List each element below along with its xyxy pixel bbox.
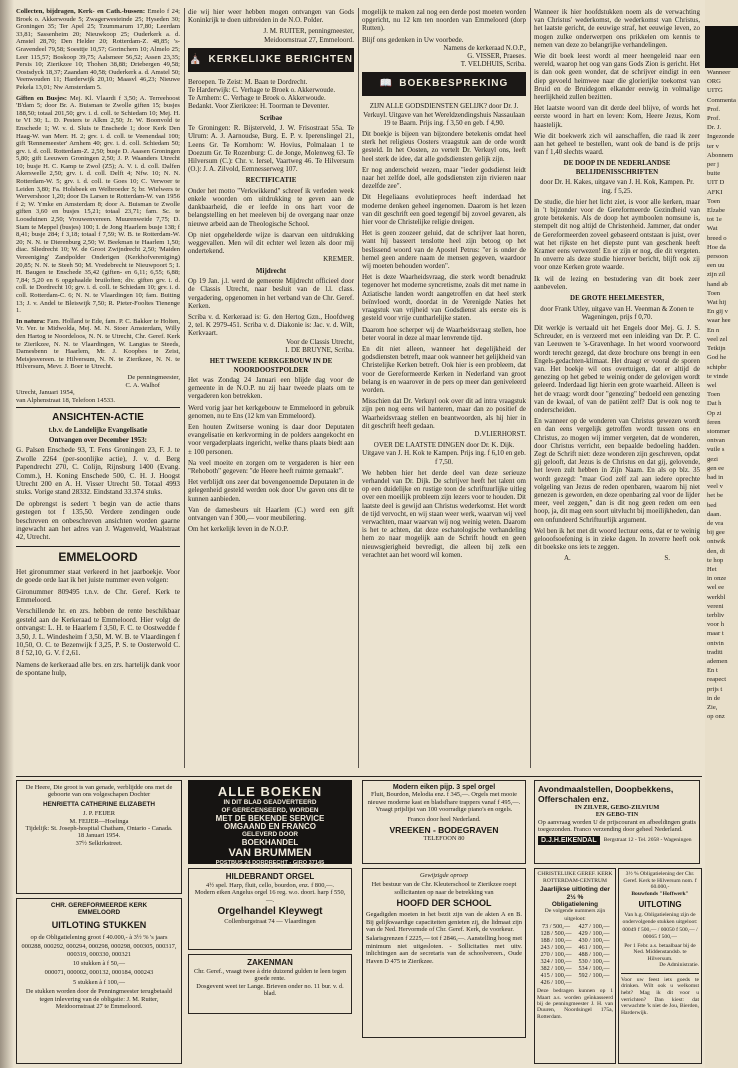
table-cell: 243 / 100,— [540,944,572,952]
col3-top-text2: Blijf ons gedenken in Uw voorbede. [362,35,464,44]
rott-title: Jaarlijkse uitloting der 2½ % [540,886,610,901]
beroepen: Beroepen. Te Zeist: M. Baan te Dordrecht. [188,77,308,86]
table-cell: 461 / 100,— [578,944,610,952]
boeken-l7: BOEKHANDEL [241,838,299,847]
edge-fragment: Ingezonde [707,133,735,141]
collecten-text: Emelo f 24; Broek o. Akkerwoude 5; Zwagerwesteinde 25; Hyseden 30; Groningen 35; Ter Apel 25; Tzummarum 17,80; Leerdam 33,81; Sassenheim 20; Nieuwkoop 25; Ouderkerk a. d. Amstel 28,70; Den Helder 20; Rotterdam-Z. 48,85; 's-Gravendeel 79,58; Soesttje 10,57; Gorinchem 10; Almelo 25; Leer 115,57; Boskoop 39,75; Aalsmeer 56,52; Assen 23,35; Persis 10; Zierikzee 10; Thohen 38,88; Driebergen 49,58; Oostsdyck 18,37; Zaandam 40,58; Ouderkerk a. d. Amstel 50; Veenwouden 11; Harderwijk 20,10; Maasvl 46,23; Nieuwe Pekela 13,01; Nw Amsterdam 5. [16,8,180,91]
hilv-sign: De Administratie. [659,962,699,969]
mijd-sign2: I. DE BRUYNE, Scriba. [285,345,354,354]
table-cell: 430 / 100,— [578,937,610,945]
book1-text: Dit boekje is bijeen van bijzondere betekenis omdat heel sterk het religieus Oosters vraagstuk aan de orde wordt gesteld. In het Oosten, zo vertelt Dr. Verkuyl ons, leeft heel sterk de idee, dat alle godsdiensten gelijk zijn. [362,130,526,163]
column-3 [362,8,526,776]
rect-head: RECTIFICATIE [245,176,297,185]
edge-fragment: Het [707,565,717,573]
book1-text2: Er nog anderscheid wezen, maar "ieder godsdienst leidt naar het zelfde doel, alle godsdiensten zijn rivieren naar dezelfde zee". [362,165,526,191]
boeken-l9: POSTBUS 24 DORDRECHT - GIRO 37145 [215,860,325,866]
table-row [537,965,613,972]
book1-text8: Misschien dat Dr. Verkuyl ook over dit ad intra vraagstuk zijn pen nog eens wil hanteren, maar dan zo positief de Waarheidsvraag stellen en beantwoorden, als hij hier in dit geschrift heeft gedaan. [362,397,526,430]
book1-sign: D.VLIERHORST. [474,429,526,438]
col4-top-text2: Wie dit boek leest wordt al meer heengeleid naar een wereld, waarop het oog van gans Gods Zion is gericht. Het is dan ook geen wonder, dat de schrijver eindigt in een diep gevoeld heimwee naar die glorierijke toekomst van Bruid en de Bruidegom elkander eeuwig in volmalige heerlijkheid zullen bezitten. [534,52,700,102]
hilv-sub: Bouwfonds "Hoffwerk" [631,890,689,897]
rotterdam-uitloting [534,868,616,1064]
edge-fragment: ontwik [707,538,726,546]
edge-fragment: En n [707,326,720,334]
table-cell: 488 / 100,— [578,951,610,959]
table-row [537,944,613,951]
edge-fragment: wel ee [707,584,725,592]
edge-fragment: ontvin [707,639,724,647]
edge-fragment: Prof. [707,105,721,113]
edge-fragment: op onz [707,713,725,721]
edge-fragment: ademen [707,658,728,665]
rott-sub2: De volgende nummers zijn uitgeloot: [544,908,606,922]
book4-text2: En wanneer op de wonderen van Christus gewezen wordt en dan eens vergelijk getroffen wordt tussen ons en Christus, zo mogen wij immer vergeten, dat de wonderen, door Christus verricht, een bepaalde bedoeling hadden. Zegt de Schrift niet: deze wonderen zijn geschreven, opdat gij gelooft, dat Jezus is de Christus en dat gij, gelovende, het leven zult hebben in Zijn Naam. En als op blz. 35 wordt gezegd: "maar God zelf zal aan iedere oprechte volgeling van Jezus de reden openbaren, waarom hij niet genezen is geworden, en deze openbaring zal voor de lijder meer, veel zeggen," dan is dit nog geen reden om een hoop, ja, dit mag een soort uitvlucht bij moeilijkheden, dan een onfundeerd Schriftuurlijk argument. [534,417,700,524]
book1-text4: Het is geen zoozeer geluid, dat de schrijver laat horen, want hij basseert tenslotte heel zijn betoog op het beslissend woord van de Apostel Petrus: "er is onder de hemel geen andere naam de mensen gegeven, waardoor wij moeten behouden worden". [362,229,526,271]
edge-fragment: het be [707,492,723,500]
uitloting-sub2: 10 stukken à f 50,— [72,960,125,968]
zakenman-text2: Dosgevent weet ter Lange. Brieven onder no. 11 bur. v. d. blad. [196,982,344,998]
column-1 [16,8,180,778]
mijd-text: Op 19 Jan. j.l. werd de gemeente Mijdrecht officieel door de Classis Utrecht, naar besluit van de l.l. class. vergadering, opgenomen in het verband van de Chr. Geref. Kerken. [188,277,354,310]
book1-title: ZIJN ALLE GODSDIENSTEN GELIJK? door Dr. J. Verkuyl. Uitgave van het Wereldzendingshuis Nassaulaan 19 te Baarn. Prijs ing. f 3,50 en geb. f 4,90. [363,102,525,127]
table-cell: 128 / 500,— [540,930,572,938]
orgel-tel: TELEFOON 80 [423,835,465,843]
tweede-text5: Het verblijdt ons zeer dat bovengenoemde Deputaten in de gelegenheid gesteld werden ook door Uw gaven ons dit te kunnen aanbieden. [188,478,354,503]
mijd-head: Mijdrecht [255,266,287,275]
table-cell: 534 / 100,— [578,965,610,973]
tweede-head: HET TWEEDE KERKGEBOUW IN DE NOORDOOSTPOLDER [209,357,333,374]
edge-fragment: buite [707,170,721,178]
hilv-head: 3½ % Obligatielening der Chr. Geref. Kerk te Hilversum nom. f 60.000,- [623,871,697,891]
col4-signoff [534,554,700,562]
eikendal: D.J.H.EIKENDAL [538,836,600,845]
edge-fragment: Elzabe [707,207,725,215]
edge-fragment: ontvan [707,437,725,445]
edge-fragment: Zie, [707,704,718,712]
hilv-text2: Per 1 Febr. a.s. betaalbaar bij de Ned. Middenstandsb. te Hilversum. [624,942,696,962]
col3-sign1: Namens de kerkeraad N.O.P., [443,43,526,52]
birth-text: De Heere, Die groot is van genade, verblijdde ons met de geboorte van ons volgeschapen Dochter [25,784,173,799]
hoofd-text: Gewijzigde oproep [419,872,469,879]
orgel-title: Modern eiken pijp. 3 spel orgel [392,784,496,791]
col4-top-text4: Wie dit boekwerk zich wil aanschaffen, die raad ik zeer aan het geheel te bestellen, want ook de band is de prijs van f 1,40 slechts waard. [534,131,700,157]
table-cell: 382 / 100,— [540,965,572,973]
divider [621,973,699,974]
edge-fragment: gen ee [707,464,725,472]
column-divider [184,8,185,768]
edge-fragment: Dr. J. [707,124,722,132]
emmeloord-text3: Verschillende hr. en zrs. hebben de rente beschikbaar gesteld aan de Kerkeraad te Emmeloord. Hier volgt de ontvangst: L. H. te Haarlem f 3,50, F. C. te Oostwedde f 3,50, J. L. Windesheim f 3,50, M. W. B. te Vlaardingen f 10,50, O. C. te Bezenwijk f 3,25, P. S. te Oosterwold C. 8 f 52,10, G. V. f 2,61. [16,607,180,658]
edge-fragment: stommer [707,427,731,435]
tweede-text7: Om het kerkelijk leven in de N.O.P. [188,525,289,534]
emmeloord-text1: Het gironummer staat verkeerd in het jaarboekje. Voor de goede orde laat ik het juiste nummer even volgen: [16,567,180,585]
beroepen3: Te Arnhem: C. Verhage te Broek o. Akkerwoude. [188,94,326,103]
table-cell: 426 / 100,— [540,979,572,987]
table-cell: 188 / 100,— [540,937,572,945]
book4-head: DE GROTE HEELMEESTER, [570,294,664,303]
column-2 [188,8,354,776]
avond-sub2: EN GEBO-TIN [595,811,639,819]
edge-fragment: Tetkijn [707,345,726,353]
ansichten-text2: De opbrengst is sedert 't begin van de actie thans gestegen tot f 135,50. Verdere zendingen oude beschreven en onbeschreven ansichten worden gaarne ingewacht aan het adres van J. Wagenveld, Waalstraat 42, Utrecht. [16,499,180,542]
edge-fragment: Commenta [707,96,736,104]
book1-text3: Dit Hegeliaans evolutieproces heeft inderdaad het moderne denken geheel ingenomen. Daarom is het lezen van dit geschrift een goed tegengif bij zovoel gevaren, als hier voor de Christelijke religie dreigen. [362,193,526,227]
uitloting-nums2: 000071, 000002, 000132, 000184, 000243 [44,969,154,977]
table-cell [575,979,613,986]
table-cell: 73 / 500,— [541,923,571,931]
scriba-text: Te Groningen: R. Bijsterveld, J. W. Frisostraat 55a. Te Ulrum: A. J. Aarnoudse, Burg. E. P. v. Iperenslingel 21, Leens Gr. Te Kornhorn: W. Hovius, Polmalaan 1 te Doezum Gr. Te Rozenburg: C. de Jonge, Molenweg 63. Te Hilversum (C.): Chr. v. Iersel, Vaartweg 46. Te Hilversum (O.): J. A. Zilvold, Eemnesserweg 107. [188,124,354,174]
kerkelijke-berichten-banner [188,48,354,72]
hilv-text3: Voor uw feest iets goeds te drinken. Wilt ook u welkomst hebt? Mag ik dit voor u verrichten? Dan kiest: dat verwachtte 'k niet de Jou, Bierden, Harderwijk. [621,976,699,1016]
uitloting-head1: CHR. GEREFORMEERDE KERK [50,902,148,909]
boeken-l4: MET DE BEKENDE SERVICE [215,814,325,823]
edge-fragment: daan. [707,510,722,518]
tweede-text6: Van de damesbeurs uit Haarlem (C.) werd een gift ontvangen van f 300,— voor meubilering. [188,505,354,523]
birth-addr: Tijdelijk: St. Joseph-hospital Chatham, Ontario - Canada. [25,825,173,833]
hilde-text2: Modern eiken Angelus orgel 16 reg. w.o. doori. harp f 550,—. [194,889,346,904]
col2-top-text: die wij hier weer hebben mogen ontvangen van Gods Koninkrijk te doen uitbreiden in de N.O. Polder. [188,8,354,25]
zakenman-title: ZAKENMAN [247,958,293,967]
giften-text: Mej. Kl. Vlaardi f 3,50; A. Terreehoost 'B'dam 5; door Br. A. Buisman te Zwolle giften 15; busjes 188,50; totaal 201,50; grv. i. d. coll. te Schiedam 10; Mej. H. te VI 30; L. D. Pesters te Alkm 2,50; Jr. W. Boonvold te Enschede 1; W. v. d. Sluis te Enschede 1; door Kerk Den Haag-W. van Merr. H. 2; grv. i. d. coll. te Veenendaal 100; gift 'Rennemeester' Arnhem 40; grv. i. d. coll. Schiedam 50; grv. i. d. coll. Rotterdam-Z. 2,50; busje D. Aaasen Groningen 5,80; gift Leeuwen Groningen 2,50; J. P. Waanders Utrecht 10; busje H. C. Kamp te Zwol (Z5); A. V. i. d. coll. Dalfen Akerswelle 2,50; grv. i. d. coll. Delft 4; Nfw. 10; N. N. Rotterdam-W. 5; grv. i. d. coll. te Goes 10; C. Verwoer te Leiden 3,80; Fa. Holsbeek en Welbroeder 5; br. Wielwers te Wervershoor 1,20; door Ds Larsen te Rotterdam-W. van 1956 f 2; W. Ymke en Amsterdam 8; door A. Buisman te Zwolle giften 3,60 en busjes 15,21; totaal 23,71; fam. Sc. te Loosduinen 2,50; Vrouwenvereen. Muurenweide 7,75; D. Stam te Meppel (busjes) 100; I. de Jong Haarlem busje 138; f 8,41; busje 284; f 3,18; totaal f 7,59; W. B. te Rotterdam-W. 20; N. N. te Dierenburg 2,50; W. Beekman te Haarlem 1,50; diac. Sliedrecht 10; W. de Groot Zwijndrecht 2,50; 'Maiden Vereeniging' Zandpolder Onderigen (Kerkhofvereniging) 20,85; N. N. te Steeh 50; M. Vredebrecht te Nieuwpoort 5; I. H. Baugen te Enschede 35,42 (giften- en 6,11; 6,55; 6,88; 7,84; 5,20 en 6 opgehaalde bruiloften; div. giften grv. i. d. coll. te Dordrecht 10; grv. i. d. coll. te Schiedam 10; grv. i. d. coll. Rotterdam-C. 6; N. N. te Vlaardingen 10; fam. Buiting 13; J. v. Andel te Bleiswijk 7,50; R. Pieter-Fooltes Tienenge 1. [16,94,180,315]
rott-table [537,923,613,986]
birth-name: HENRIETTA CATHERINE ELIZABETH [42,800,156,808]
hoofd-title: HOOFD DER SCHOOL [396,898,492,909]
table-cell: 324 / 100,— [540,958,572,966]
orgel-text2: Franco door heel Nederland. [407,815,481,823]
book-icon: 📖 [379,78,394,90]
orgel-ad [362,780,526,864]
book2-title: OVER DE LAATSTE DINGEN door Dr. K. Dijk. Uitgave van J. H. Kok te Kampen. Prijs ing. f 6,10 en geb. f 7,50. [362,441,526,466]
birth-date: 18 Januari 1954. [77,832,121,840]
uitloting-sub: op de Obligatielening groot f 40.000,- à 3½ % 's jaars [30,933,168,941]
boeken-l5: OMGAAND EN FRANCO [224,822,316,831]
hilversum-uitloting [618,868,702,1064]
rect-text2: Op niet opgehelderde wijze is daarvan een uitdrukking weggevallen. Men wil dit echter wel lezen als door mij ondertekend. [188,230,354,256]
uitloting-head2: EMMELOORD [77,909,121,917]
ansichten-sub1: t.b.v. de Landelijke Evangelisatie [48,426,148,435]
uitloting-emmeloord-ad [16,898,182,1064]
avond-sub1: IN ZILVER, GEBO-ZILVIUM [574,804,660,811]
penning-addr1: Utrecht, Januari 1954, [16,389,75,397]
birth-addr2: 37½ Selkirkstreet. [75,839,123,847]
edge-fragment: vereni [707,602,724,610]
col3-sign3: T. VELDHUIS, Scriba. [460,60,526,69]
rott-head: CHRISTELIJKE GEREF. KERK ROTTERDAM-CENTRUM [537,871,613,884]
ansichten-title: ANSICHTEN-ACTIE [52,412,144,424]
avondmaal-ad [534,780,700,864]
table-row [537,951,613,958]
book3-sub: door Dr. H. Kakes, uitgave van J. H. Kok, Kampen. Pr. ing. f 5,25. [540,178,694,195]
edge-fragment: Toen [707,289,721,297]
edge-fragment: te vinde [707,372,729,380]
edge-fragment: breed o [707,234,727,242]
hilv-title: UITLOTING [638,900,682,910]
boeken-l3: OF GERECENSEERD, WORDEN [221,807,319,814]
edge-fragment: bij gee [707,529,725,537]
table-cell: 530 / 100,— [578,958,610,966]
banner-label: BOEKBESPREKING [399,78,509,90]
divider [16,407,180,408]
edge-fragment: den, di [707,547,725,555]
table-row [537,923,613,930]
natura-heading: In natura: [16,317,46,325]
edge-fragment: bad in [707,473,724,481]
zakenman-ad [188,954,352,1014]
uitloting-nums: 000288, 000292, 000294, 000298, 000298, 000305, 000317, 000319, 000330, 000321 [21,943,177,958]
kleywegt: Orgelhandel Kleywegt [217,906,323,918]
col4-top-text3: Het laatste woord van dit derde deel blijve, of words het eerste woord in hart en leven: Kom, Heere Jezus, Kom haastelijk. [534,104,700,129]
col2-sign-name: J. M. RUITER, penningmeester, [263,27,354,36]
edge-fragment: Toen [707,391,721,399]
book3-text: De studie, die hier het licht ziet, is voor alle kerken, maar in 't bijzonder voor de Gereformeerde Gezindheid van grote betekenis. Als de doop het aymboolen nomsune is, stempelt dit nog altijd de Christenheid. Jammer, dat onder de Gereformeerden zoveel gebaseerd ontstaan is juist, over wat het rijkste en het diepste punt van geschenk heeft Kramer eens verwezen! En er zijn er nog, die dit vergeten. In onverre als deze studie hierover bericht, blijft ook zij voor onze Kerken grote waarde. [534,197,700,272]
edge-fragment: in onze [707,575,727,583]
beroepen2: Te Harderwijk: C. Verhage te Broek o. Akkerwoude. [188,86,336,95]
church-icon: ⛪ [189,53,203,65]
book1-text6: Daarom hoe scherper wij de Waarheidsvraag stellen, hoe beter vooral in deze al maar lenvrende tijd. [362,325,526,342]
emmeloord-text2: Gironummer 809495 t.n.v. de Chr. Geref. Kerk te Emmeloord. [16,587,180,604]
boeken-l8: VAN BRUMMEN [228,847,312,859]
column-4 [534,8,700,776]
adjacent-page-edge [705,0,738,1068]
collecten-heading: Collecten, bijdragen, Kerk- en Cath.-bussen: [16,8,146,15]
book4-sub: door Frank Utley, uitgave van H. Veenman & Zonen te Wageningen, prijs f 0,70. [540,304,694,321]
edge-fragment: Hoe da [707,243,726,251]
edge-fragment: traditi [707,648,723,656]
edge-fragment: feren [707,418,721,426]
boeken-l6: GELEVERD DOOR [241,831,299,838]
col4-top-text: Wanneer ik hier hoofdstukken noem als de verwachting van Christus' wederkomst, de wederkomst van Christus, het laatste gericht, de eeuwige straf, het eeuwige leven, zo mogen zulke onderwerpen ons prikkelen om kennis te nemen van deze zo belangrijke verhandelingen. [534,8,700,49]
book3-text2: Ik wil de lezing en bestudering van dit boek zeer aanbevelen. [534,274,700,291]
boeken-l1: ALLE BOEKEN [217,784,323,799]
book2-text: We hebben hier het derde deel van deze serieuze verhandel van Dr. Dijk. De schrijver heeft het talent om op een duidelijke en rustige toon de schriftuurlijke uitleg over een moeilijk probleem zijn lezers voor te houden. Dit laatste deel is gewijd aan Christus wederkomst. Het wordt de tijd vervocht, en wij staan weer werk, waarvan wij veel verwachten, maar waarvan wij nog weinig weten. Daarom is het te achten, dat deze eschatologische verhandeling hem zo naar mogelijk aan de Schrift houdt en geen nieuwsgierigheid bevredigt, die alleen bij zelk een verachtet aan het woord wil komen. [362,468,526,559]
mijd-text2: Scriba v. d. Kerkeraad is: G. den Hertog Gzn., Hoofdweg 2, tel. K 2979-451. Scriba v. d. Diakonie is: Jac. v. d. Wilt, Kerkvaart. [188,312,354,338]
edge-fragment: Dat h [707,400,722,408]
hildebrandt-ad [188,868,352,950]
emmeloord-title: EMMELOORD [16,546,180,564]
kleywegt-addr: Collenburgstraat 74 — Vlaardingen [224,918,316,926]
hilde-title: HILDEBRANDT ORGEL [225,872,315,881]
edge-fragment: UIT D [707,179,725,187]
edge-fragment: UITG [707,87,723,95]
bedankt: Bedankt. Voor Zierikzee: H. Toorman te Deventer. [188,102,330,111]
edge-fragment: veel zel [707,335,728,343]
edge-fragment: ORG [707,78,721,86]
tweede-text2: Werd vorig jaar het kerkgebouw te Emmeloord in gebruik genomen, nu te Ens (12 km van Emmeloord). [188,403,354,420]
sign-a: A. [564,554,571,563]
table-row [537,958,613,965]
edge-fragment: En gij v [707,308,728,316]
orgel-text: Fluit, Bourdon, Melodia enz. f 345,—. Orgels met mooie nieuwe moderne kast en bladsfhare trappers vanaf f 495,—. Vraagt prijslijst van 100 voorradige piano's en orgels. [367,791,521,814]
uitloting-sub3: 5 stukken à f 100,— [72,978,125,986]
hoofd-text4: Salarisgrenzen f 2225,— tot f 2846,—. Aanstelling hoog met minimum niet uitgesloten. - Sollicitaties met uitv. inlichtingen aan de secretaris van de schoolvereen., Oude Haven D 475 te Zierikzee. [366,935,523,965]
emmeloord-text4: Namens de kerkeraad alle brs. en zrs. hartelijk dank voor de spontane hulp, [16,660,180,678]
edge-fragment: wel [707,381,717,389]
ansichten-text: G. Palsen Enschede 93, T. Fens Groningen 23, F. J. te Zwolle 2264 (per-soonlijke actie), J. v. d. Berg Papendrecht 270, C. Colijn, Rijnsburg 1400 (Evang. Comm.), H. Koning Enschede 500, C. H. J. Hoogst Utrecht 200 en A. H. Visser Utrecht 50. Totaal 4993 stuks. Vorige stand 28332. Eindstand 33.374 stuks. [16,446,180,497]
edge-fragment: hand ab [707,280,728,288]
edge-fragment: Abonnem [707,151,734,159]
edge-fragment: Wat hij [707,299,727,307]
table-cell: 270 / 100,— [540,951,572,959]
edge-fragment: terbliv [707,611,725,619]
tweede-text4: Na veel moeite en zorgen om te vergaderen is hier een "Rehoboth" gegeven: "de Heere heeft ruimte gemaakt". [188,458,354,476]
orgel-vendor: VREEKEN - BODEGRAVEN [389,825,499,836]
col3-sign2: G. VISSER, Praeses. [467,52,526,61]
penning-addr2: van Alphenstraat 18, Telefoon 14533. [16,396,116,404]
edge-fragment: bed [707,501,717,509]
edge-fragment: Op zi [707,409,722,417]
table-row [537,972,613,979]
hilv-nums: 00049 f 500,— / 00050 f 500,— / 00065 f 500,— [622,927,698,940]
edge-fragment: Wat [707,225,718,233]
natura-text: Fam. Holland te Ede, fam. P. C. Bakker te Holten, Vr. Ver. te Midwolda, Mej. M. N. Stoer Amsterdam, Willy den Hartog te Noordeloos, N. N. te Utrecht, Chr. Geref. Kerk te Zierikzee, N. N. te Vlaardingen, W. Langtas te Steeds, Damesbenn te Haarlem, Mr. J. Koopbes te Zeist, Meisjesvereen. te Hilversum, N. N. te Zierikzee, N. N. te Hilversum, Mevr. J. Boer te Utrecht. [16,317,180,371]
book1-text7: En dit niet alleen, wanneer het degelijkheid der godsdiensten betreft, maar ook wanneer het gelijkheid van Christelijke Kerken betreft. Ook hier is een probleem, dat voor de Gereformeerde Kerken in Nederland van groot belang is en waarover in de pers op meer dan geniveleerd worden. [362,344,526,394]
edge-fragment: in de [707,694,721,702]
book4-text3: Wel ben ik het met dit woord lectuur eens, dat er te weinig gelooofsoefening is in zieke dagen. In zoverre heeft ook dit boekske ons iets te zeggen. [534,526,700,552]
edge-fragment: prijs t [707,685,723,693]
sign-s: S. [664,554,670,563]
edge-masthead [705,26,738,68]
hoofd-school-ad [362,868,526,1038]
alle-boeken-ad [188,780,352,864]
penning-role: De penningmeester, [127,373,180,381]
edge-fragment: AFKI [707,188,723,196]
edge-fragment: een uu [707,262,725,270]
col2-sign-addr: Meidoornstraat 27, Emmeloord. [264,35,354,44]
edge-fragment: vuile s [707,446,725,454]
avond-title: Avondmaalstellen, Doopbekkens, Offerschalen enz. [538,784,674,804]
table-cell: 592 / 100,— [578,972,610,980]
eikendal-addr: Bergstraat 12 - Tel. 2058 - Wageningen [603,836,692,843]
book3-head: DE DOOP IN DE NEDERLANDSE BELIJDENISSCHRIFTEN [563,159,671,176]
birth-parent1: J. P. FEIJER [83,810,115,818]
edge-fragment: schipbr [707,363,727,371]
table-cell: 429 / 100,— [578,930,610,938]
giften-heading: Giften en Busjes: [16,94,67,102]
boekbespreking-banner [362,72,526,96]
rott-text: Deze bedragen kunnen op 1 Maart a.s. worden geïnkasseerd bij de penningmeester J. H. van Duuren, Noordsingel 175a, Rotterdam. [537,988,613,1020]
boeken-l2: IN DIT BLAD GEADVERTEERD [223,799,317,806]
rect-text: Onder het motto "Verkwikkend" schreef ik verleden week enkele woorden om uitdrukking te geven aan de dankbaarheid, die er leefde in ons hart voor de belangstelling en het meeleven bij de overgang naar onze nieuwe arbeid aan de Theologische School. [188,186,354,228]
col3-top-text: mogelijk te maken zal nog een derde post moeten worden opgericht, nu 12 km ten noorden van Emmeloord (dorp Rutten). [362,8,526,33]
uitloting-title: UITLOTING STUKKEN [51,919,147,930]
tweede-text: Het was Zondag 24 Januari een blijde dag voor de gemeente in de N.O.P. nu zij haar tweede plaats om te vergaderen kon betrekken. [188,376,354,401]
edge-fragment: Toen [707,197,721,205]
tweede-text3: Een houten Zwitserse woning is daar door Deputaten evangelisatie en kerkvorming in de polders aangekocht en voor vergaderplaats ingericht, welke thans plaats biedt aan ± 100 personen. [188,423,354,456]
eikendal-row [538,836,696,845]
ads-top-rule [16,776,702,777]
edge-fragment: per j [707,161,719,169]
mijd-sign1: Voor de Classis Utrecht, [286,337,354,346]
edge-fragment: tot 1e [707,216,722,224]
birth-announcement [16,780,182,894]
scriba-head: Scribae [259,113,283,122]
edge-fragment: de vra [707,519,724,527]
column-divider [530,8,531,768]
edge-fragment: maar t [707,630,724,638]
edge-fragment: waar hee [707,317,731,325]
edge-fragment: God he [707,354,727,362]
avond-text: Op aanvraag worden U de prijscourant en afbeeldingen gratis toegezonden. Franco verzending door geheel Nederland. [538,818,696,834]
edge-fragment: ter v [707,142,719,150]
edge-fragment: te hop [707,556,724,564]
edge-fragment: persoon [707,253,728,261]
penning-name: C. A. Walhof [125,381,160,389]
book4-text: Dit werkje is vertaald uit het Engels door Mej. G. J. S. Schreuder, en is verzeerd met een inleiding van Dr. P. C. van Leeuwen te 's-Gravenhage. In het woord voorwoord wordt terecht gezegd, dat deze brochure ons brengt in een Engels-gedachten-klimaat. Het draagt er vooral de sporen van. Het boekje wil ons overtuigen, dat er altijd de genezing op het gebed te weinig onder de gelovigen wordt geleerd. Inderdaad ligt hierin een grote waarheid. Alleen is het de vraag: wordt door "genezing" bedoeld een genezing van de kwaal, of van de patiënt zelf? Dat is ook nog te onderscheiden. [534,324,700,415]
hilv-text: Van h.g. Obligatielening zijn de ondervolgende stukken uitgeloot: [622,912,698,925]
book1-text5: Het is deze Waarheidsvraag, die sterk wordt benadrukt tegenover het moderne syncretisme, zoals dit met name in Aziatische landen wordt aangetroffen en dat heel sterk beïnvloed wordt, doordat in de Verenigde Naties het vraagstuk van vrijheid van Godsdienst als eerste eis is gesteld voor vrije cuntharlelijke staten. [362,273,526,323]
edge-fragment: werkbl [707,593,726,601]
rott-sub: Obligatielening [551,901,599,908]
table-row [537,937,613,944]
hoofd-text3: Gegadigden moeten in het bezit zijn van de akten A en B. Bij gelijkwaardige capaciteiten genieten zij, die lidmaat zijn van de Ned. Hervormde of Chr. Geref. Kerk, de voorkeur. [366,911,522,934]
uitloting-text: De stukken worden door de Penningmeester terugbetaald tegen inlevering van de obligatie: J. M. Ruiter, Meidoornstraat 27 te Emmeloord. [25,988,173,1011]
ansichten-sub2: Ontvangen over December 1953: [49,436,147,445]
page-gutter-shadow [0,0,14,1068]
edge-fragment: Prof. [707,115,721,123]
table-row [537,930,613,937]
hilde-text: 4½ spel. Harp, fluit, cello, bourdon, enz. f 800,—. [206,882,334,889]
rect-sign: KREMER. [323,255,354,264]
edge-fragment: gezi [707,455,718,463]
edge-fragment: voor h [707,621,725,629]
edge-fragment: En t [707,667,718,675]
hoofd-text2: Het bestuur van de Chr. Kleuterschool te Zierikzee roept sollicitanten op naar de betrekking van [371,881,517,896]
edge-fragment: reapect [707,676,727,684]
table-cell: 427 / 100,— [578,923,610,931]
column-divider [358,8,359,768]
table-row [537,979,613,986]
edge-fragment: zijn zil [707,271,726,279]
edge-text-fragments [705,68,738,721]
birth-parent2: M. FEIJER—Hoelinga [69,817,129,825]
edge-fragment: veel v [707,483,723,491]
banner-label: KERKELIJKE BERICHTEN [208,53,353,65]
table-cell: 415 / 100,— [540,972,572,980]
edge-fragment: Wanneer [707,69,731,76]
zakenman-text: Chr. Geref., vraagt twee à drie duizend gulden te leen tegen goede rente. [193,968,347,983]
